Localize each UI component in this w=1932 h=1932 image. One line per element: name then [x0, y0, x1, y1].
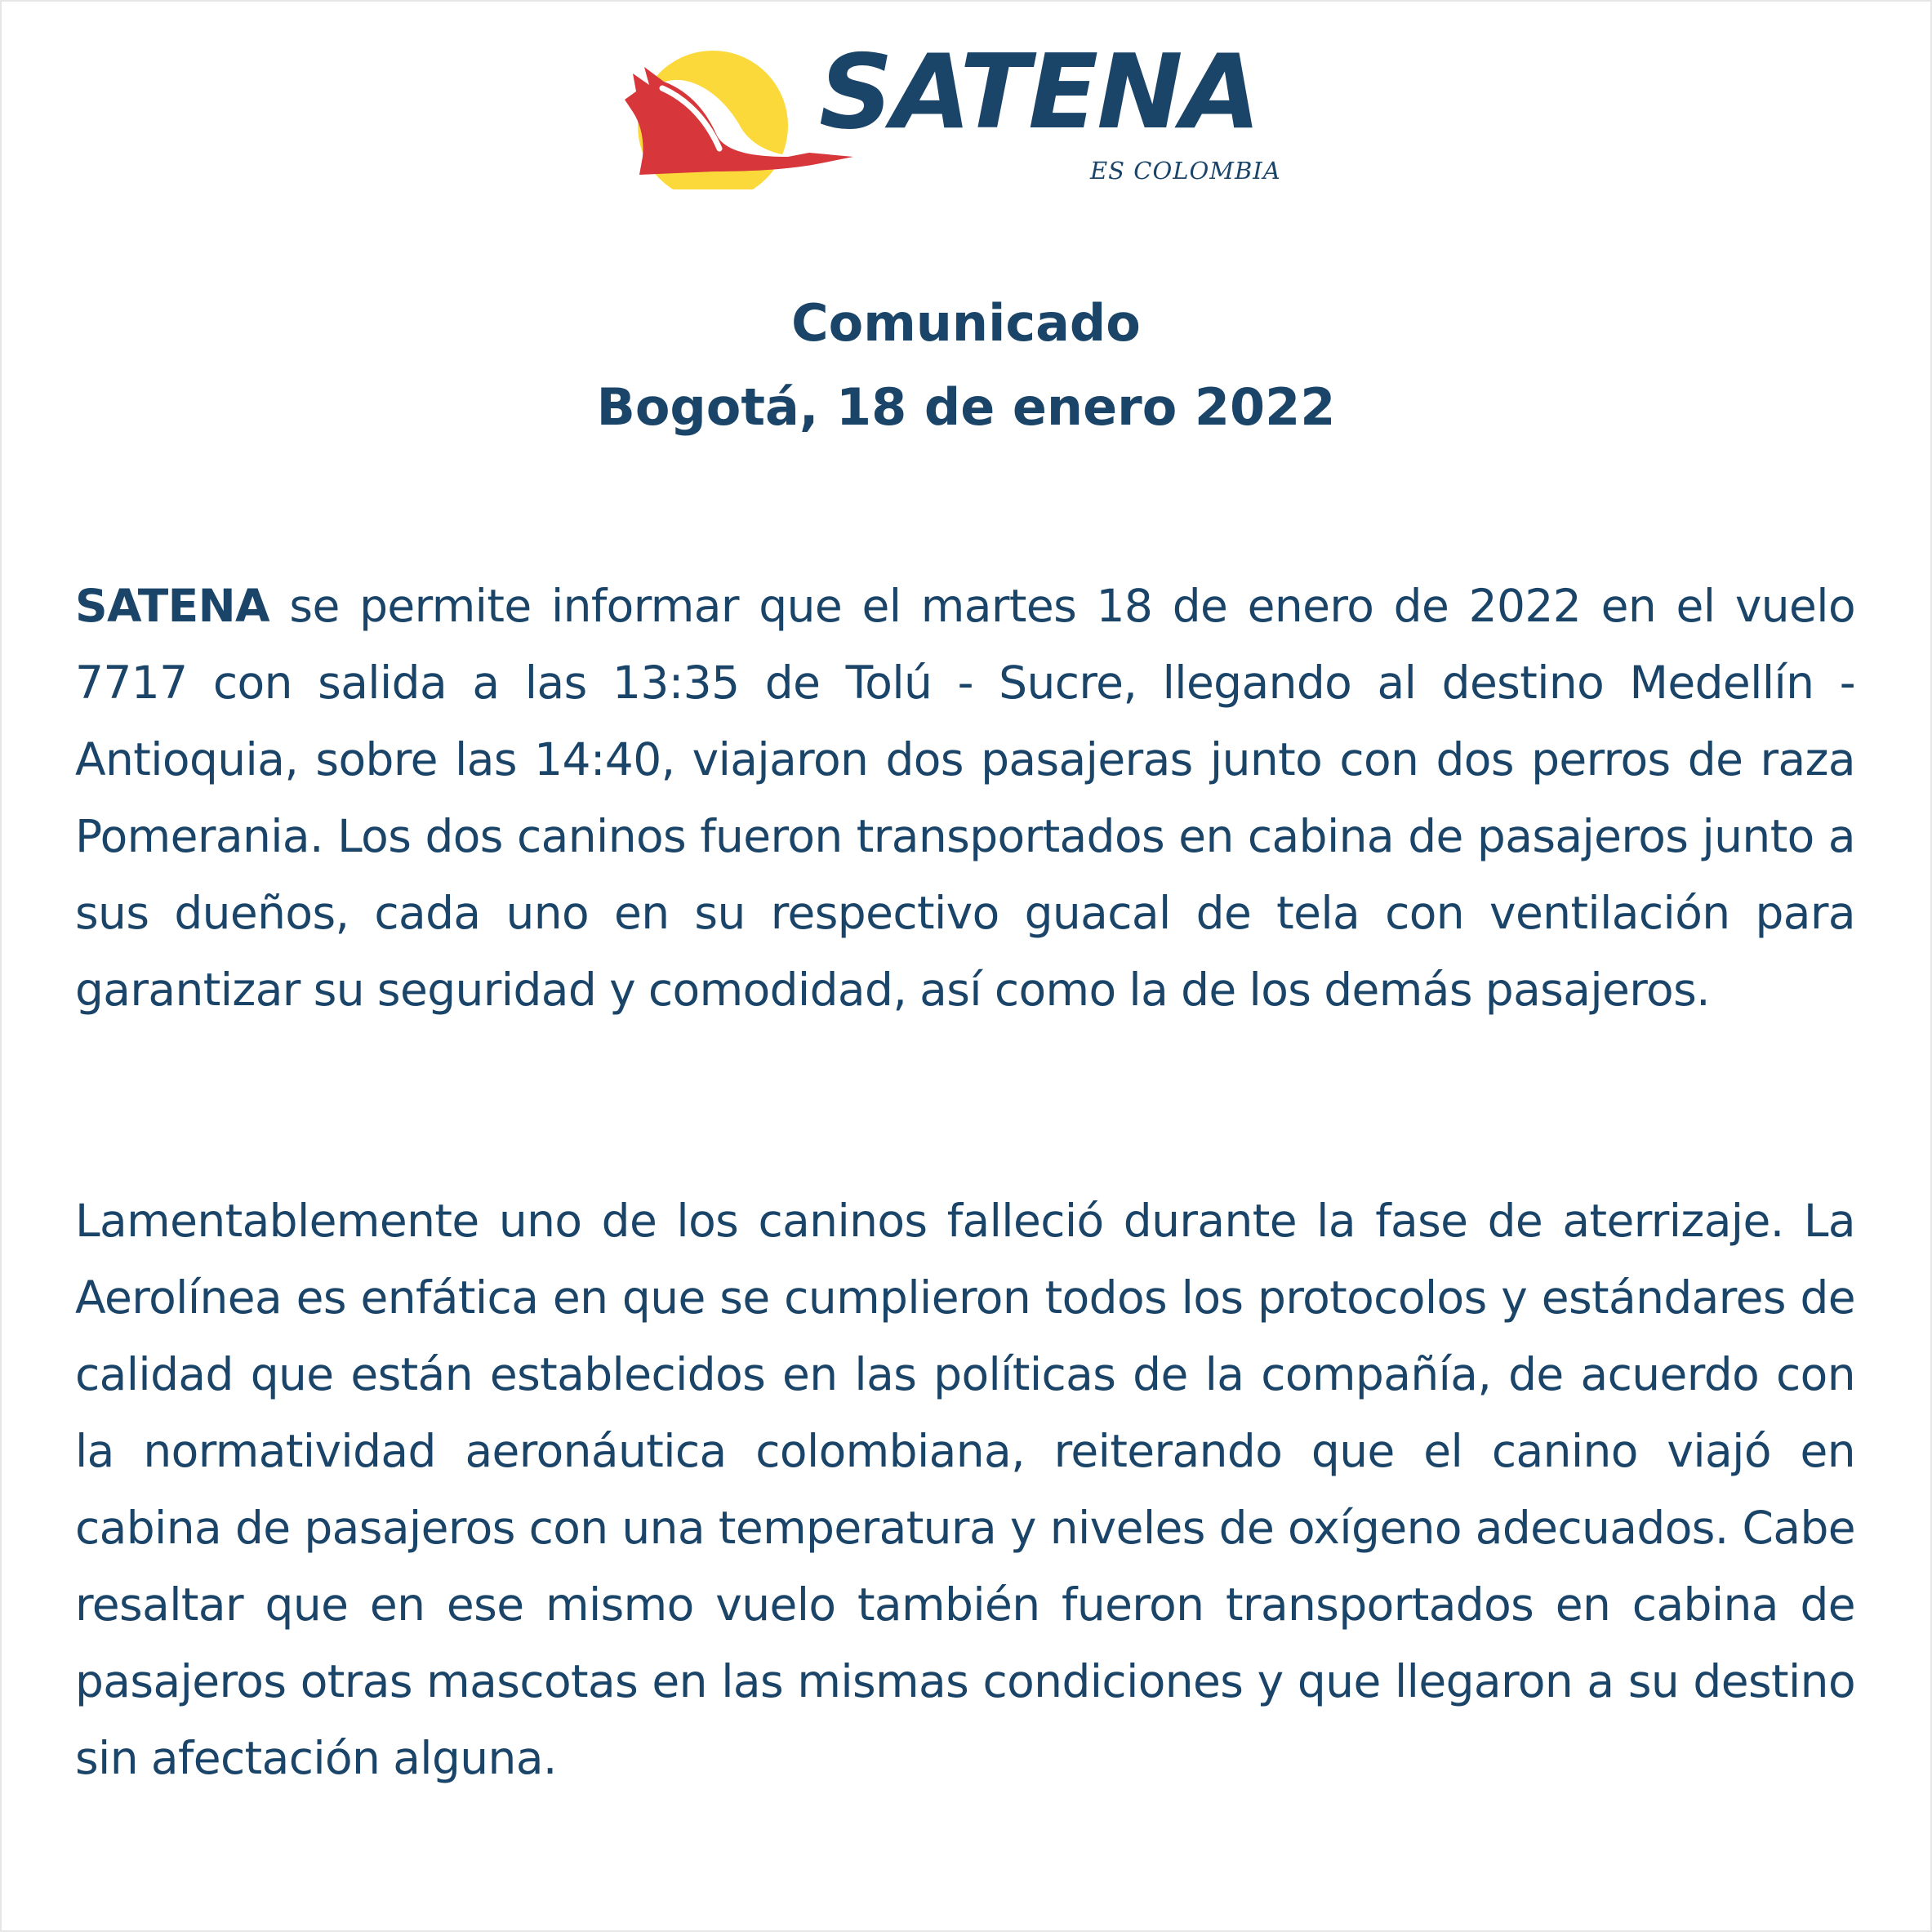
place-date: Bogotá, 18 de enero 2022	[596, 377, 1336, 437]
paragraph-2: Lamentablemente uno de los caninos falleció durante la fase de aterrizaje. La Aerolínea es enfática en que se cumplieron todos los protocolos y estándares de calidad que están establecidos en las políticas de la compañía, de acuerdo con la normatividad aeronáutica colombiana, reiterando que el canino viajó en cabina de pasajeros con una temperatura y niveles de oxígeno adecuados. Cabe resaltar que en ese mismo vuelo también fueron transportados en cabina de pasajeros otras mascotas en las mismas condiciones y que llegaron a su destino sin afectación alguna.	[75, 1195, 1855, 1784]
logo-tagline: ES COLOMBIA	[1090, 157, 1281, 185]
page-title: Comunicado	[791, 293, 1141, 353]
logo-wordmark: SATENA	[819, 32, 1260, 152]
paragraph-1-text: se permite informar que el martes 18 de enero de 2022 en el vuelo 7717 con salida a las 13:35 de Tolú - Sucre, llegando al destino Medellín - Antioquia, sobre las 14:40, viajaron dos pasajeras junto con dos perros de raza Pomerania. Los dos caninos fueron transportados en cabina de pasajeros junto a sus dueños, cada uno en su respectivo guacal de tela con ventilación para garantizar su seguridad y comodidad, así como la de los demás pasajeros.	[75, 580, 1855, 1016]
paragraph-1	[75, 568, 1855, 1028]
satena-logo	[617, 34, 1319, 189]
paragraph-1-lead: SATENA	[75, 580, 269, 632]
